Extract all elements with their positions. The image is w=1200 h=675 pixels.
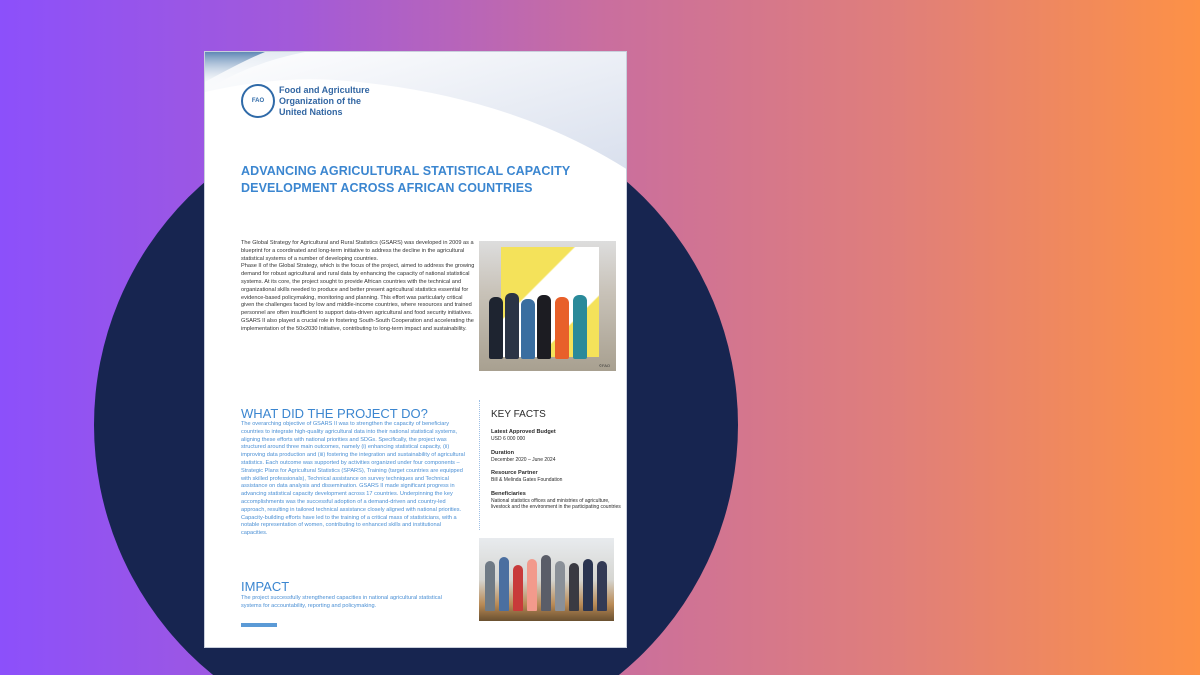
fao-logo: [241, 84, 370, 118]
person-figure: [597, 561, 607, 611]
person-figure: [505, 293, 519, 359]
photo-credit: ©FAO: [599, 363, 610, 368]
person-figure: [569, 563, 579, 611]
group-photo-women: [479, 241, 616, 371]
fao-emblem-icon: FAO: [241, 84, 275, 118]
organization-name: Food and Agriculture Organization of the United Nations: [279, 84, 370, 117]
person-figure: [527, 559, 537, 611]
person-figure: [489, 297, 503, 359]
key-fact-duration: Duration December 2020 – June 2024: [491, 449, 556, 463]
key-fact-budget: Latest Approved Budget USD 6 000 000: [491, 429, 556, 442]
key-fact-resource-partner: Resource Partner Bill & Melinda Gates Foundation: [491, 470, 563, 484]
section-heading-impact: IMPACT: [241, 579, 290, 594]
column-divider: [479, 400, 480, 530]
person-figure: [541, 555, 551, 611]
person-figure: [499, 557, 509, 611]
person-figure: [573, 295, 587, 359]
person-figure: [513, 565, 523, 611]
intro-paragraph: GSARS II also played a crucial role in fostering South-South Cooperation and accelerating the implementation of the 50x2030 Initiative, contributing to long-term impact and sustainability.: [241, 317, 474, 332]
key-fact-beneficiaries: Beneficiaries National statistics offices and ministries of agriculture, livestock and the environment in the participating countries: [491, 490, 621, 511]
person-figure: [583, 559, 593, 611]
accent-bar: [241, 623, 277, 627]
person-figure: [521, 299, 535, 359]
intro-paragraph: Phase II of the Global Strategy, which is the focus of the project, aimed to address the growing demand for robust agricultural and rural data by enhancing the capacity of national statistical systems. At its core, the project sought to provide African countries with the technical and organizational skills needed to produce and better present agricultural statistics essential for evidence-based policymaking, monitoring and planning. This effort was particularly critical given the challenges faced by low and middle-income countries, where resources and trained personnel are often insufficient to support data-driven agricultural and food security initiatives.: [241, 263, 475, 317]
intro-text: [241, 240, 477, 334]
section-heading-what: WHAT DID THE PROJECT DO?: [241, 406, 428, 421]
group-photo-certificates: [479, 538, 614, 621]
document-title: ADVANCING AGRICULTURAL STATISTICAL CAPACITY DEVELOPMENT ACROSS AFRICAN COUNTRIES: [241, 164, 571, 195]
key-facts-title: KEY FACTS: [491, 409, 546, 420]
section-body-what: The overarching objective of GSARS II was to strengthen the capacity of beneficiary countries to integrate high-quality agricultural data into their national statistical systems, aligning these efforts with national priorities and SDGs. Specifically, the project was structured around three main outcomes, namely (i) enhancing statistical capacity, (ii) improving data production and (iii) fostering the integration and sustainability of agricultural statistics. Each outcome was supported by activities organized under four components – Strategic Plans for Agricultural Statistics (SPARS), Training (target countries are equipped with skilled professionals), Technical assistance on survey techniques and Technical assistance on data analysis and dissemination. GSARS II made significant progress in advancing statistical capacity development across 17 countries. Underpinning the key accomplishments was the successful adoption of a demand-driven and country-led approach, resulting in tailored technical assistance closely aligned with national priorities. Capacity-building efforts have led to the training of a critical mass of statisticians, with a notable representation of women, contributing to enhanced skills and institutional capacities.: [241, 421, 465, 537]
person-figure: [485, 561, 495, 611]
person-figure: [537, 295, 551, 359]
person-figure: [555, 561, 565, 611]
fact-sheet-document: [204, 51, 627, 648]
section-body-impact: The project successfully strengthened capacities in national agricultural statistical systems for accountability, reporting and policymaking.: [241, 595, 442, 609]
key-facts-panel: [491, 409, 621, 518]
person-figure: [555, 297, 569, 359]
intro-paragraph: The Global Strategy for Agricultural and Rural Statistics (GSARS) was developed in 2009 as a blueprint for a coordinated and long-term initiative to address the decline in the agricultural statistical systems of a number of developing countries.: [241, 240, 474, 262]
